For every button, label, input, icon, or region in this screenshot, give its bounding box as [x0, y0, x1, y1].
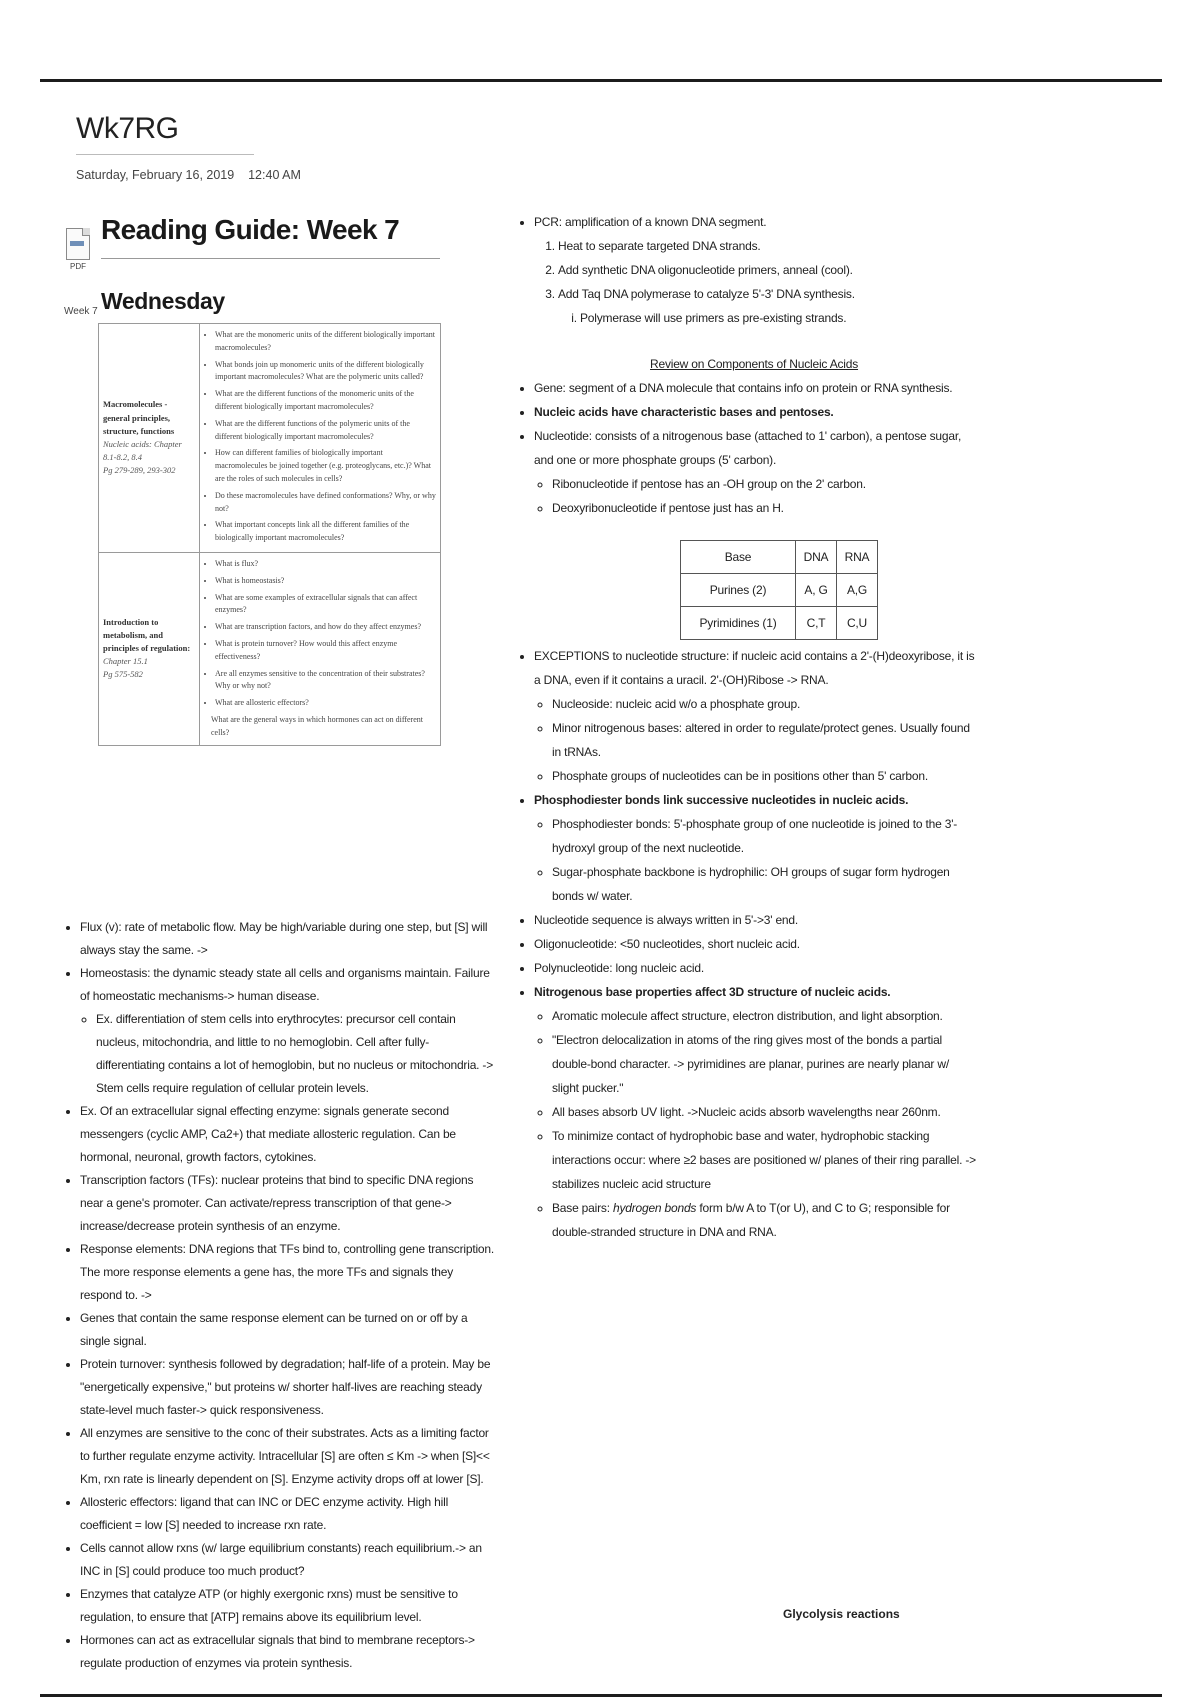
- pdf-tag: PDF: [70, 262, 86, 271]
- note-date: Saturday, February 16, 2019: [76, 168, 235, 182]
- question-item: • Do these macromolecules have defined conformations? Why, or why not?: [215, 490, 436, 516]
- reading-guide-table: [98, 323, 441, 746]
- base-pairs-rest: form b/w A to T(or U), and C to G; responsible for double-stranded structure in DNA and RNA.: [552, 1201, 950, 1239]
- note-bullet: • Nitrogenous base properties affect 3D structure of nucleic acids.: [534, 980, 976, 1004]
- pcr-step: 2. Add synthetic DNA oligonucleotide primers, anneal (cool).: [558, 258, 976, 282]
- note-sub-bullet: ◦ Deoxyribonucleotide if pentose just has an H.: [552, 496, 976, 520]
- note-bullet: • Homeostasis: the dynamic steady state all cells and organisms maintain. Failure of homeostatic mechanisms-> human disease.: [80, 962, 496, 1008]
- review-heading: Review on Components of Nucleic Acids: [650, 357, 859, 371]
- table-cell: C,U: [837, 607, 878, 640]
- note-sub-bullet: ◦ Nucleoside: nucleic acid w/o a phosphate group.: [552, 692, 976, 716]
- topic-reading: Chapter 15.1: [103, 656, 148, 667]
- title-underline: [76, 154, 254, 155]
- pcr-bullet: • PCR: amplification of a known DNA segment.: [534, 210, 976, 234]
- table-row: [681, 607, 878, 640]
- note-title[interactable]: Wk7RG: [76, 112, 179, 145]
- note-bullet: • EXCEPTIONS to nucleotide structure: if nucleic acid contains a 2'-(H)deoxyribose, it is a DNA, even if it contains a uracil. 2'-(OH)Ribose -> RNA.: [534, 644, 976, 692]
- note-sub-bullet: ◦ Sugar-phosphate backbone is hydrophilic: OH groups of sugar form hydrogen bonds w/ water.: [552, 860, 976, 908]
- note-sub-bullet: ◦ Ex. differentiation of stem cells into erythrocytes: precursor cell contain nucleus, mitochondria, and little to no hemoglobin. Cell after fully-differentiating contains a lot of hemoglobin, but no nucleus or mitochondria. -> Stem cells require regulation of cellular protein levels.: [96, 1008, 496, 1100]
- base-pairs-term: hydrogen bonds: [612, 1201, 697, 1215]
- note-sub-bullet: ◦ "Electron delocalization in atoms of the ring gives most of the bonds a partial double-bond character. -> pyrimidines are planar, purines are nearly planar w/ slight pucker.": [552, 1028, 976, 1100]
- note-bullet: • Allosteric effectors: ligand that can INC or DEC enzyme activity. High hill coefficient = low [S] needed to increase rxn rate.: [80, 1491, 496, 1537]
- pdf-file-icon: [66, 228, 90, 260]
- table-row: [99, 324, 441, 553]
- questions-cell: [200, 552, 441, 745]
- note-sub-bullet: ◦ Minor nitrogenous bases: altered in order to regulate/protect genes. Usually found in tRNAs.: [552, 716, 976, 764]
- table-header-cell: RNA: [837, 541, 878, 574]
- topic-pages: Pg 279-289, 293-302: [103, 465, 176, 476]
- note-bullet: • All enzymes are sensitive to the conc of their substrates. Acts as a limiting factor to further regulate enzyme activity. Intracellular [S] are often ≤ Km -> when [S]<< Km, rxn rate is linearly dependent on [S]. Enzyme activity drops off at lower [S].: [80, 1422, 496, 1491]
- guide-title: Reading Guide: Week 7: [101, 214, 400, 245]
- note-bullet: • Nucleotide sequence is always written in 5'->3' end.: [534, 908, 976, 932]
- note-bullet: • Gene: segment of a DNA molecule that contains info on protein or RNA synthesis.: [534, 376, 976, 400]
- note-bullet: • Transcription factors (TFs): nuclear proteins that bind to specific DNA regions near a gene's promoter. Can activate/repress transcription of that gene-> increase/decrease protein synthesis of an enzyme.: [80, 1169, 496, 1238]
- note-bullet: • Nucleotide: consists of a nitrogenous base (attached to 1' carbon), a pentose sugar, and one or more phosphate groups (5' carbon).: [534, 424, 976, 472]
- note-sub-bullet: ◦ Ribonucleotide if pentose has an -OH group on the 2' carbon.: [552, 472, 976, 496]
- pcr-substep: i. Polymerase will use primers as pre-existing strands.: [580, 306, 976, 330]
- note-timestamp: [76, 168, 301, 182]
- topic-title: Macromolecules - general principles, structure, functions: [103, 399, 175, 436]
- question-item: • What are the monomeric units of the different biologically important macromolecules?: [215, 329, 436, 355]
- pdf-attachment-name[interactable]: Week 7: [64, 306, 98, 317]
- question-item: • What important concepts link all the different families of the biologically important macromolecules?: [215, 519, 436, 545]
- note-time: 12:40 AM: [248, 168, 301, 182]
- question-item: • What are transcription factors, and how do they affect enzymes?: [215, 621, 436, 634]
- note-bullet: • Cells cannot allow rxns (w/ large equilibrium constants) reach equilibrium.-> an INC in [S] could produce too much product?: [80, 1537, 496, 1583]
- question-item: • What is flux?: [215, 558, 436, 571]
- note-bullet: • Nucleic acids have characteristic bases and pentoses.: [534, 400, 976, 424]
- question-item: • What is homeostasis?: [215, 575, 436, 588]
- note-bullet: • Polynucleotide: long nucleic acid.: [534, 956, 976, 980]
- note-sub-bullet: [552, 1196, 976, 1244]
- bottom-divider: [40, 1694, 1162, 1697]
- base-pairs-prefix: Base pairs:: [552, 1201, 613, 1215]
- note-bullet: • Phosphodiester bonds link successive nucleotides in nucleic acids.: [534, 788, 976, 812]
- table-cell: C,T: [796, 607, 837, 640]
- question-item: • What are allosteric effectors?: [215, 697, 436, 710]
- left-notes: [66, 916, 496, 1675]
- table-cell: A, G: [796, 574, 837, 607]
- topic-title: Introduction to metabolism, and principles of regulation:: [103, 616, 191, 654]
- note-sub-bullet: ◦ Aromatic molecule affect structure, electron distribution, and light absorption.: [552, 1004, 976, 1028]
- note-sub-bullet: ◦ All bases absorb UV light. ->Nucleic acids absorb wavelengths near 260nm.: [552, 1100, 976, 1124]
- table-row: [681, 541, 878, 574]
- topic-reading: Nucleic acids: Chapter 8.1-8.2, 8.4: [103, 438, 182, 463]
- pdf-page-fold: [82, 228, 90, 236]
- note-bullet: • Flux (v): rate of metabolic flow. May be high/variable during one step, but [S] will always stay the same. ->: [80, 916, 496, 962]
- table-cell: Purines (2): [681, 574, 796, 607]
- question-item: • How can different families of biologically important macromolecules be joined together (e.g. proteoglycans, etc.)? What are the roles of such molecules in cells?: [215, 447, 436, 485]
- right-notes: [520, 210, 976, 1244]
- table-header-cell: DNA: [796, 541, 837, 574]
- table-cell: Pyrimidines (1): [681, 607, 796, 640]
- note-bullet: • Genes that contain the same response element can be turned on or off by a single signal.: [80, 1307, 496, 1353]
- question-closing: What are the general ways in which hormones can act on different cells?: [211, 714, 423, 737]
- table-row: [99, 552, 441, 745]
- note-bullet: • Response elements: DNA regions that TFs bind to, controlling gene transcription. The more response elements a gene has, the more TFs and signals they respond to. ->: [80, 1238, 496, 1307]
- bases-table: [680, 540, 878, 640]
- question-item: • What bonds join up monomeric units of the different biologically important macromolecules? What are the polymeric units called?: [215, 359, 436, 385]
- question-item: • What are the different functions of the polymeric units of the different biologically important macromolecules?: [215, 418, 436, 444]
- note-bullet: • Ex. Of an extracellular signal effecting enzyme: signals generate second messengers (cyclic AMP, Ca2+) that mediate allosteric regulation. Can be hormonal, neuronal, growth factors, cytokines.: [80, 1100, 496, 1169]
- top-divider: [40, 79, 1162, 82]
- table-cell: A,G: [837, 574, 878, 607]
- guide-rule: [101, 258, 440, 259]
- question-item: • What are the different functions of the monomeric units of the different biologically important macromolecules?: [215, 388, 436, 414]
- question-item: • Are all enzymes sensitive to the concentration of their substrates? Why or why not?: [215, 668, 436, 694]
- pdf-attachment[interactable]: [64, 228, 92, 292]
- questions-cell: [200, 324, 441, 553]
- question-item: • What are some examples of extracellular signals that can affect enzymes?: [215, 592, 436, 618]
- note-bullet: • Hormones can act as extracellular signals that bind to membrane receptors-> regulate production of enzymes via protein synthesis.: [80, 1629, 496, 1675]
- question-item: • What is protein turnover? How would this affect enzyme effectiveness?: [215, 638, 436, 664]
- note-sub-bullet: ◦ Phosphate groups of nucleotides can be in positions other than 5' carbon.: [552, 764, 976, 788]
- table-row: [681, 574, 878, 607]
- topic-pages: Pg 575-582: [103, 669, 143, 680]
- note-bullet: • Enzymes that catalyze ATP (or highly exergonic rxns) must be sensitive to regulation, to ensure that [ATP] remains above its equilibrium level.: [80, 1583, 496, 1629]
- pcr-step: 3. Add Taq DNA polymerase to catalyze 5'-3' DNA synthesis.: [558, 282, 976, 306]
- note-bullet: • Oligonucleotide: <50 nucleotides, short nucleic acid.: [534, 932, 976, 956]
- note-bullet: • Protein turnover: synthesis followed by degradation; half-life of a protein. May be "energetically expensive," but proteins w/ shorter half-lives are reaching steady state-level much faster-> quick responsiveness.: [80, 1353, 496, 1422]
- topic-cell: [99, 552, 200, 745]
- pcr-step: 1. Heat to separate targeted DNA strands.: [558, 234, 976, 258]
- pdf-icon-band: [70, 241, 84, 246]
- topic-cell: [99, 324, 200, 553]
- note-sub-bullet: ◦ Phosphodiester bonds: 5'-phosphate group of one nucleotide is joined to the 3'-hydroxyl group of the next nucleotide.: [552, 812, 976, 860]
- day-heading: Wednesday: [101, 288, 225, 314]
- glycolysis-heading: Glycolysis reactions: [783, 1607, 900, 1621]
- note-sub-bullet: ◦ To minimize contact of hydrophobic base and water, hydrophobic stacking interactions occur: where ≥2 bases are positioned w/ planes of their ring parallel. -> stabilizes nucleic acid structure: [552, 1124, 976, 1196]
- table-header-cell: Base: [681, 541, 796, 574]
